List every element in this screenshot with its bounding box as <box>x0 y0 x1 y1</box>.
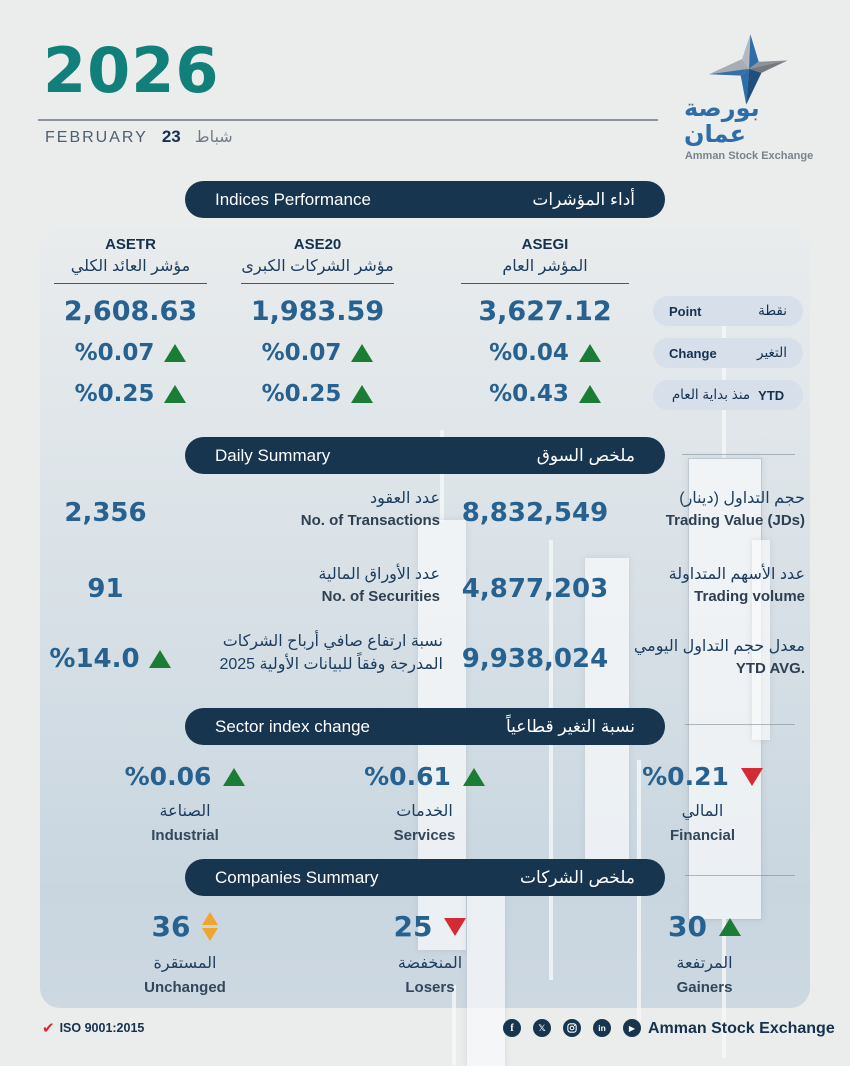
index-header-ase20 <box>235 236 400 284</box>
arrow-up-icon <box>223 768 245 786</box>
index-value-asegi: 3,627.12 <box>478 296 612 327</box>
date-row <box>45 127 233 147</box>
x-twitter-icon[interactable]: 𝕏 <box>533 1019 551 1037</box>
footer-brand: Amman Stock Exchange <box>648 1020 835 1037</box>
trading-volume-label <box>630 564 805 608</box>
index-header-asetr <box>48 236 213 284</box>
index-name-ar: المؤشر العام <box>502 258 588 275</box>
index-underline <box>241 283 394 284</box>
sector-value: %0.21 <box>642 762 729 791</box>
section-header-daily <box>185 437 665 474</box>
net-profit-label <box>175 630 443 676</box>
arrow-down-icon <box>741 768 763 786</box>
ytd-avg-label <box>630 636 805 680</box>
index-change-ase20 <box>235 340 400 366</box>
index-header-asegi <box>455 236 635 284</box>
sector-industrial <box>85 762 285 844</box>
ytd-value: %0.43 <box>489 381 569 407</box>
change-value: %0.04 <box>489 340 569 366</box>
section-title-ar: ملخص السوق <box>536 445 635 465</box>
unchanged-diamond-icon <box>202 912 218 941</box>
iso-badge <box>42 1019 144 1037</box>
transactions-value: 2,356 <box>64 498 147 528</box>
label-ar: عدد الأسهم المتداولة <box>668 566 805 583</box>
label-ar: نسبة ارتفاع صافي أرباح الشركات المدرجة وفقاً للبيانات الأولية 2025 <box>219 633 443 673</box>
companies-label-en: Losers <box>405 979 455 996</box>
sector-label-ar: المالي <box>681 803 724 820</box>
section-header-sector <box>185 708 665 745</box>
trading-value-label <box>630 488 805 532</box>
companies-label-en: Unchanged <box>144 979 226 996</box>
row-label-en: Change <box>669 345 717 361</box>
arrow-up-icon <box>149 650 171 668</box>
candle-wick <box>452 985 456 1065</box>
label-ar: حجم التداول (دينار) <box>679 490 805 507</box>
logo-name-english: Amman Stock Exchange <box>684 150 814 162</box>
arrow-up-icon <box>351 344 373 362</box>
section-title-en: Indices Performance <box>215 189 371 209</box>
watermark-line <box>685 724 795 725</box>
net-profit-change <box>40 644 180 674</box>
sector-value: %0.06 <box>124 762 212 791</box>
companies-value: 25 <box>393 910 433 943</box>
ytd-value: %0.25 <box>261 381 342 407</box>
index-name-ar: مؤشر العائد الكلي <box>70 258 191 275</box>
sector-services <box>322 762 527 844</box>
label-en: No. of Transactions <box>300 512 440 529</box>
section-title-en: Sector index change <box>215 716 370 736</box>
index-ytd-ase20 <box>235 381 400 407</box>
linkedin-icon[interactable]: in <box>593 1019 611 1037</box>
label-en: No. of Securities <box>321 588 440 605</box>
social-links <box>503 1019 641 1037</box>
sector-label-en: Industrial <box>151 827 219 844</box>
arrow-up-icon <box>351 385 373 403</box>
instagram-icon[interactable] <box>563 1019 581 1037</box>
watermark-line <box>682 454 795 455</box>
day-number: 23 <box>161 127 181 146</box>
label-en: Trading volume <box>694 588 805 605</box>
sector-label-ar: الخدمات <box>396 803 453 820</box>
check-icon: ✔ <box>42 1020 55 1037</box>
index-change-asegi <box>455 340 635 366</box>
page-title-year: 2026 <box>43 34 220 107</box>
section-title-ar: ملخص الشركات <box>520 867 635 887</box>
row-label-en: YTD <box>758 387 785 403</box>
month-en: FEBRUARY <box>45 129 148 146</box>
companies-label-ar: المستقرة <box>153 955 217 972</box>
row-label-ytd <box>653 380 803 410</box>
sector-label-en: Services <box>393 827 456 844</box>
index-underline <box>461 283 629 284</box>
index-underline <box>54 283 207 284</box>
row-label-ar: نقطة <box>758 303 787 318</box>
arrow-up-icon <box>719 918 741 936</box>
youtube-icon[interactable]: ▶ <box>623 1019 641 1037</box>
watermark-line <box>685 875 795 876</box>
month-ar: شباط <box>194 129 233 146</box>
row-label-ar: التغير <box>757 345 787 360</box>
label-en: Trading Value (JDs) <box>665 512 805 529</box>
label-ar: عدد العقود <box>369 490 440 507</box>
arrow-up-icon <box>164 385 186 403</box>
arrow-up-icon <box>579 385 601 403</box>
index-name-ar: مؤشر الشركات الكبرى <box>241 258 394 275</box>
securities-label <box>175 564 440 608</box>
trading-value-value: 8,832,549 <box>461 498 609 528</box>
companies-label-en: Gainers <box>676 979 733 996</box>
iso-label: ISO 9001:2015 <box>59 1021 145 1035</box>
trading-volume-value: 4,877,203 <box>461 574 609 604</box>
index-value-asetr: 2,608.63 <box>63 296 198 327</box>
section-title-en: Daily Summary <box>215 445 331 465</box>
index-change-asetr <box>48 340 213 366</box>
index-ytd-asegi <box>455 381 635 407</box>
companies-losers <box>330 910 530 996</box>
row-label-ar: منذ بداية العام <box>671 387 751 402</box>
companies-unchanged <box>85 910 285 996</box>
companies-gainers <box>607 910 802 996</box>
section-header-companies <box>185 859 665 896</box>
sector-financial <box>605 762 800 844</box>
ase-logo <box>684 30 814 162</box>
ytd-value: %0.25 <box>74 381 155 407</box>
net-profit-value: %14.0 <box>49 644 140 674</box>
section-title-en: Companies Summary <box>215 867 379 887</box>
row-label-change <box>653 338 803 368</box>
section-header-indices <box>185 181 665 218</box>
arrow-up-icon <box>463 768 485 786</box>
label-ar: معدل حجم التداول اليومي <box>633 638 805 655</box>
label-ar: عدد الأوراق المالية <box>318 566 440 583</box>
candle-wick <box>549 540 553 980</box>
header-divider <box>38 119 658 121</box>
section-title-ar: نسبة التغير قطاعياً <box>505 716 635 736</box>
sector-value: %0.61 <box>364 762 451 791</box>
change-value: %0.07 <box>261 340 342 366</box>
arrow-up-icon <box>164 344 186 362</box>
logo-name-arabic: بورصة عمان <box>684 95 760 148</box>
companies-value: 36 <box>151 910 191 943</box>
companies-label-ar: المنخفضة <box>397 955 463 972</box>
change-value: %0.07 <box>74 340 155 366</box>
facebook-icon[interactable]: f <box>503 1019 521 1037</box>
arrow-down-icon <box>444 918 466 936</box>
index-code: ASEGI <box>521 236 569 253</box>
index-ytd-asetr <box>48 381 213 407</box>
index-code: ASETR <box>105 236 156 253</box>
label-en: YTD AVG. <box>735 660 805 677</box>
sector-label-ar: الصناعة <box>159 803 211 820</box>
row-label-point <box>653 296 803 326</box>
row-label-en: Point <box>669 303 702 319</box>
securities-value: 91 <box>87 574 124 604</box>
ytd-avg-value: 9,938,024 <box>461 644 609 674</box>
section-title-ar: أداء المؤشرات <box>532 189 635 209</box>
index-code: ASE20 <box>293 236 342 253</box>
arrow-up-icon <box>579 344 601 362</box>
sector-label-en: Financial <box>669 827 736 844</box>
index-value-ase20: 1,983.59 <box>250 296 385 327</box>
companies-value: 30 <box>668 910 707 943</box>
companies-label-ar: المرتفعة <box>676 955 733 972</box>
transactions-label <box>175 488 440 532</box>
